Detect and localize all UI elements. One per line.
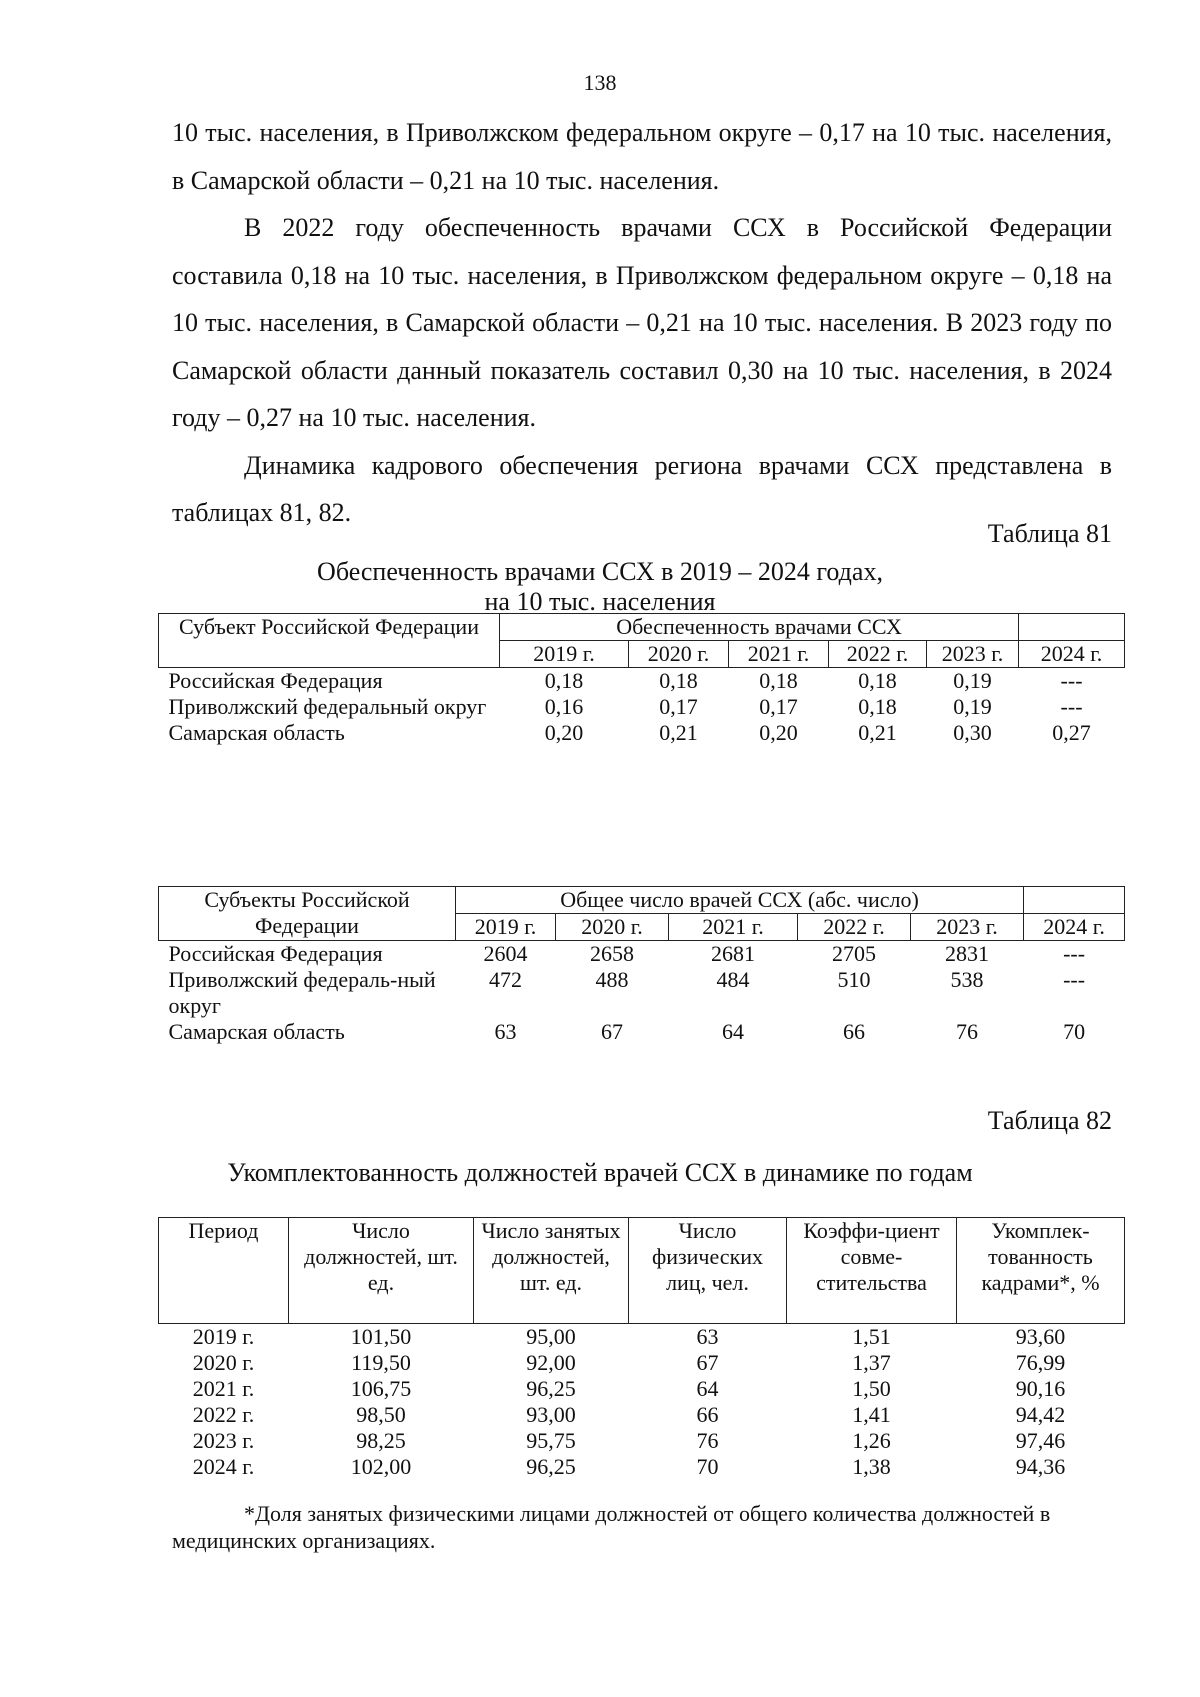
table-cell: 1,26 xyxy=(852,1428,891,1453)
table-cell: 538 xyxy=(950,967,984,992)
table-81b-header-group: Общее число врачей ССХ (абс. число) xyxy=(456,887,1024,914)
table-82-header: Число должностей, шт. ед. xyxy=(289,1218,474,1324)
table-cell: 0,20 xyxy=(759,720,798,745)
row-label: Российская Федерация xyxy=(168,668,383,693)
table-82-header: Число занятых должностей, шт. ед. xyxy=(474,1218,629,1324)
table-cell: 98,50 xyxy=(356,1402,406,1427)
table-cell: --- xyxy=(1063,967,1086,992)
table-row xyxy=(159,1376,1125,1402)
table-cell: 90,16 xyxy=(1015,1376,1066,1401)
table-81b-year-header: 2023 г. xyxy=(911,914,1024,941)
table-81b-year-header: 2021 г. xyxy=(669,914,798,941)
table-cell: 92,00 xyxy=(526,1350,576,1375)
table-cell: 0,27 xyxy=(1052,720,1091,745)
table-cell: 0,19 xyxy=(953,694,992,719)
table-row xyxy=(159,720,1125,746)
table-82-caption: Укомплектованность должностей врачей ССХ в динамике по годам xyxy=(227,1158,973,1187)
table-cell: 0,21 xyxy=(858,720,897,745)
table-cell: 63 xyxy=(494,1019,517,1044)
table-cell: 2831 xyxy=(945,941,990,966)
table-81-header-blank xyxy=(1019,614,1125,641)
table-cell: 0,17 xyxy=(759,694,798,719)
table-81b-year-header: 2022 г. xyxy=(798,914,911,941)
table-cell: --- xyxy=(1060,694,1083,719)
table-row xyxy=(159,694,1125,720)
table-cell: 0,18 xyxy=(659,668,698,693)
table-cell: 76,99 xyxy=(1015,1350,1066,1375)
table-81b-header-blank xyxy=(1024,887,1125,914)
table-81-absolute xyxy=(158,886,1125,1045)
table-cell: 0,19 xyxy=(953,668,992,693)
table-cell: 0,17 xyxy=(659,694,698,719)
table-81-year-header: 2020 г. xyxy=(629,641,729,668)
table-cell: 66 xyxy=(843,1019,865,1044)
table-cell: 106,75 xyxy=(350,1376,412,1401)
table-cell: 0,18 xyxy=(858,694,897,719)
row-label: Приволжский федеральный округ xyxy=(168,694,487,719)
row-label: Самарская область xyxy=(168,720,345,745)
table-cell: 66 xyxy=(696,1402,719,1427)
table-cell: 0,18 xyxy=(858,668,897,693)
body-text xyxy=(172,109,1112,537)
table-81b-year-header: 2024 г. xyxy=(1024,914,1125,941)
table-cell: 2020 г. xyxy=(192,1350,255,1375)
table-cell: 94,36 xyxy=(1015,1454,1066,1479)
table-row xyxy=(159,1350,1125,1376)
table-cell: 1,38 xyxy=(852,1454,891,1479)
table-81-number: Таблица 81 xyxy=(987,519,1112,548)
table-cell: 0,21 xyxy=(659,720,698,745)
table-row xyxy=(159,668,1125,695)
table-cell: 96,25 xyxy=(526,1376,576,1401)
table-cell: 0,16 xyxy=(544,694,584,719)
table-cell: 76 xyxy=(956,1019,979,1044)
paragraph: Динамика кадрового обеспечения региона врачами ССХ представлена в таблицах 81, 82. xyxy=(172,450,1112,527)
table-cell: 98,25 xyxy=(356,1428,406,1453)
table-81 xyxy=(158,613,1125,746)
table-cell: 93,60 xyxy=(1015,1324,1066,1349)
table-cell: 2681 xyxy=(711,941,755,966)
table-81b-header-subject: Субъекты Российской Федерации xyxy=(159,887,456,941)
table-cell: 1,41 xyxy=(852,1402,891,1427)
table-cell: 0,18 xyxy=(544,668,584,693)
table-cell: 76 xyxy=(696,1428,719,1453)
table-cell: 70 xyxy=(1063,1019,1086,1044)
table-cell: 63 xyxy=(696,1324,719,1349)
table-82 xyxy=(158,1217,1125,1480)
table-cell: 2024 г. xyxy=(192,1454,255,1479)
table-cell: 1,50 xyxy=(852,1376,891,1401)
table-cell: 2705 xyxy=(832,941,876,966)
table-cell: 102,00 xyxy=(350,1454,412,1479)
table-cell: 95,00 xyxy=(526,1324,576,1349)
table-cell: 484 xyxy=(716,967,750,992)
table-cell: 510 xyxy=(837,967,871,992)
table-cell: 97,46 xyxy=(1015,1428,1066,1453)
table-cell: 0,18 xyxy=(759,668,798,693)
table-81-header-group: Обеспеченность врачами ССХ xyxy=(500,614,1019,641)
table-row xyxy=(159,1324,1125,1351)
paragraph: 10 тыс. населения, в Приволжском федеральном округе – 0,17 на 10 тыс. населения, в Самарской области – 0,21 на 10 тыс. населения. xyxy=(172,118,1112,195)
table-cell: --- xyxy=(1060,668,1083,693)
table-cell: 64 xyxy=(696,1376,719,1401)
table-82-header: Укомплек-тованность кадрами*, % xyxy=(957,1218,1125,1324)
table-cell: 64 xyxy=(722,1019,744,1044)
table-81-year-header: 2021 г. xyxy=(729,641,829,668)
table-cell: 94,42 xyxy=(1015,1402,1066,1427)
row-label: Российская Федерация xyxy=(168,941,383,966)
table-81-header-subject: Субъект Российской Федерации xyxy=(159,614,500,668)
table-cell: 93,00 xyxy=(526,1402,576,1427)
table-81-year-header: 2019 г. xyxy=(500,641,629,668)
table-81-caption-line1: Обеспеченность врачами ССХ в 2019 – 2024 годах, xyxy=(317,557,883,586)
table-row xyxy=(159,1428,1125,1454)
table-row xyxy=(159,1019,1125,1045)
table-cell: 2019 г. xyxy=(192,1324,255,1349)
table-82-footnote: *Доля занятых физическими лицами должностей от общего количества должностей в медицинских организациях. xyxy=(172,1501,1051,1553)
table-cell: 119,50 xyxy=(351,1350,411,1375)
table-82-header: Период xyxy=(159,1218,289,1324)
table-82-number: Таблица 82 xyxy=(987,1106,1112,1135)
table-row xyxy=(159,941,1125,968)
table-82-header: Число физических лиц, чел. xyxy=(629,1218,787,1324)
table-cell: 70 xyxy=(696,1454,719,1479)
page-number: 138 xyxy=(583,70,617,95)
table-81b-year-header: 2020 г. xyxy=(556,914,669,941)
paragraph: В 2022 году обеспеченность врачами ССХ в Российской Федерации составила 0,18 на 10 тыс. населения, в Приволжском федеральном округе – 0,18 на 10 тыс. населения, в Самарской области – 0,21 на 10 тыс. населения. В 2023 году по Самарской области данный показатель составил 0,30 на 10 тыс. населения, в 2024 году – 0,27 на 10 тыс. населения. xyxy=(172,213,1112,432)
table-cell: 488 xyxy=(595,967,629,992)
table-81-year-header: 2022 г. xyxy=(829,641,927,668)
table-82-header: Коэффи-циент совме-стительства xyxy=(787,1218,957,1324)
table-cell: 101,50 xyxy=(350,1324,412,1349)
table-cell: 67 xyxy=(696,1350,719,1375)
table-cell: 1,51 xyxy=(852,1324,891,1349)
table-cell: 2658 xyxy=(590,941,634,966)
table-row xyxy=(159,1454,1125,1480)
table-row xyxy=(159,967,1125,1019)
table-cell: 2023 г. xyxy=(192,1428,255,1453)
table-cell: 0,30 xyxy=(953,720,992,745)
table-81b-year-header: 2019 г. xyxy=(456,914,556,941)
table-cell: 472 xyxy=(489,967,522,992)
row-label: Самарская область xyxy=(168,1019,345,1044)
table-81-year-header: 2024 г. xyxy=(1019,641,1125,668)
table-81-year-header: 2023 г. xyxy=(927,641,1019,668)
table-cell: 0,20 xyxy=(544,720,584,745)
table-row xyxy=(159,1402,1125,1428)
table-81-caption-line2: на 10 тыс. населения xyxy=(484,587,716,616)
table-cell: 67 xyxy=(601,1019,623,1044)
table-cell: --- xyxy=(1063,941,1086,966)
table-cell: 2022 г. xyxy=(192,1402,255,1427)
table-cell: 95,75 xyxy=(526,1428,576,1453)
table-cell: 1,37 xyxy=(852,1350,891,1375)
table-cell: 2604 xyxy=(483,941,528,966)
row-label: Приволжский федераль-ный округ xyxy=(168,967,436,1018)
table-cell: 2021 г. xyxy=(192,1376,255,1401)
table-cell: 96,25 xyxy=(526,1454,576,1479)
